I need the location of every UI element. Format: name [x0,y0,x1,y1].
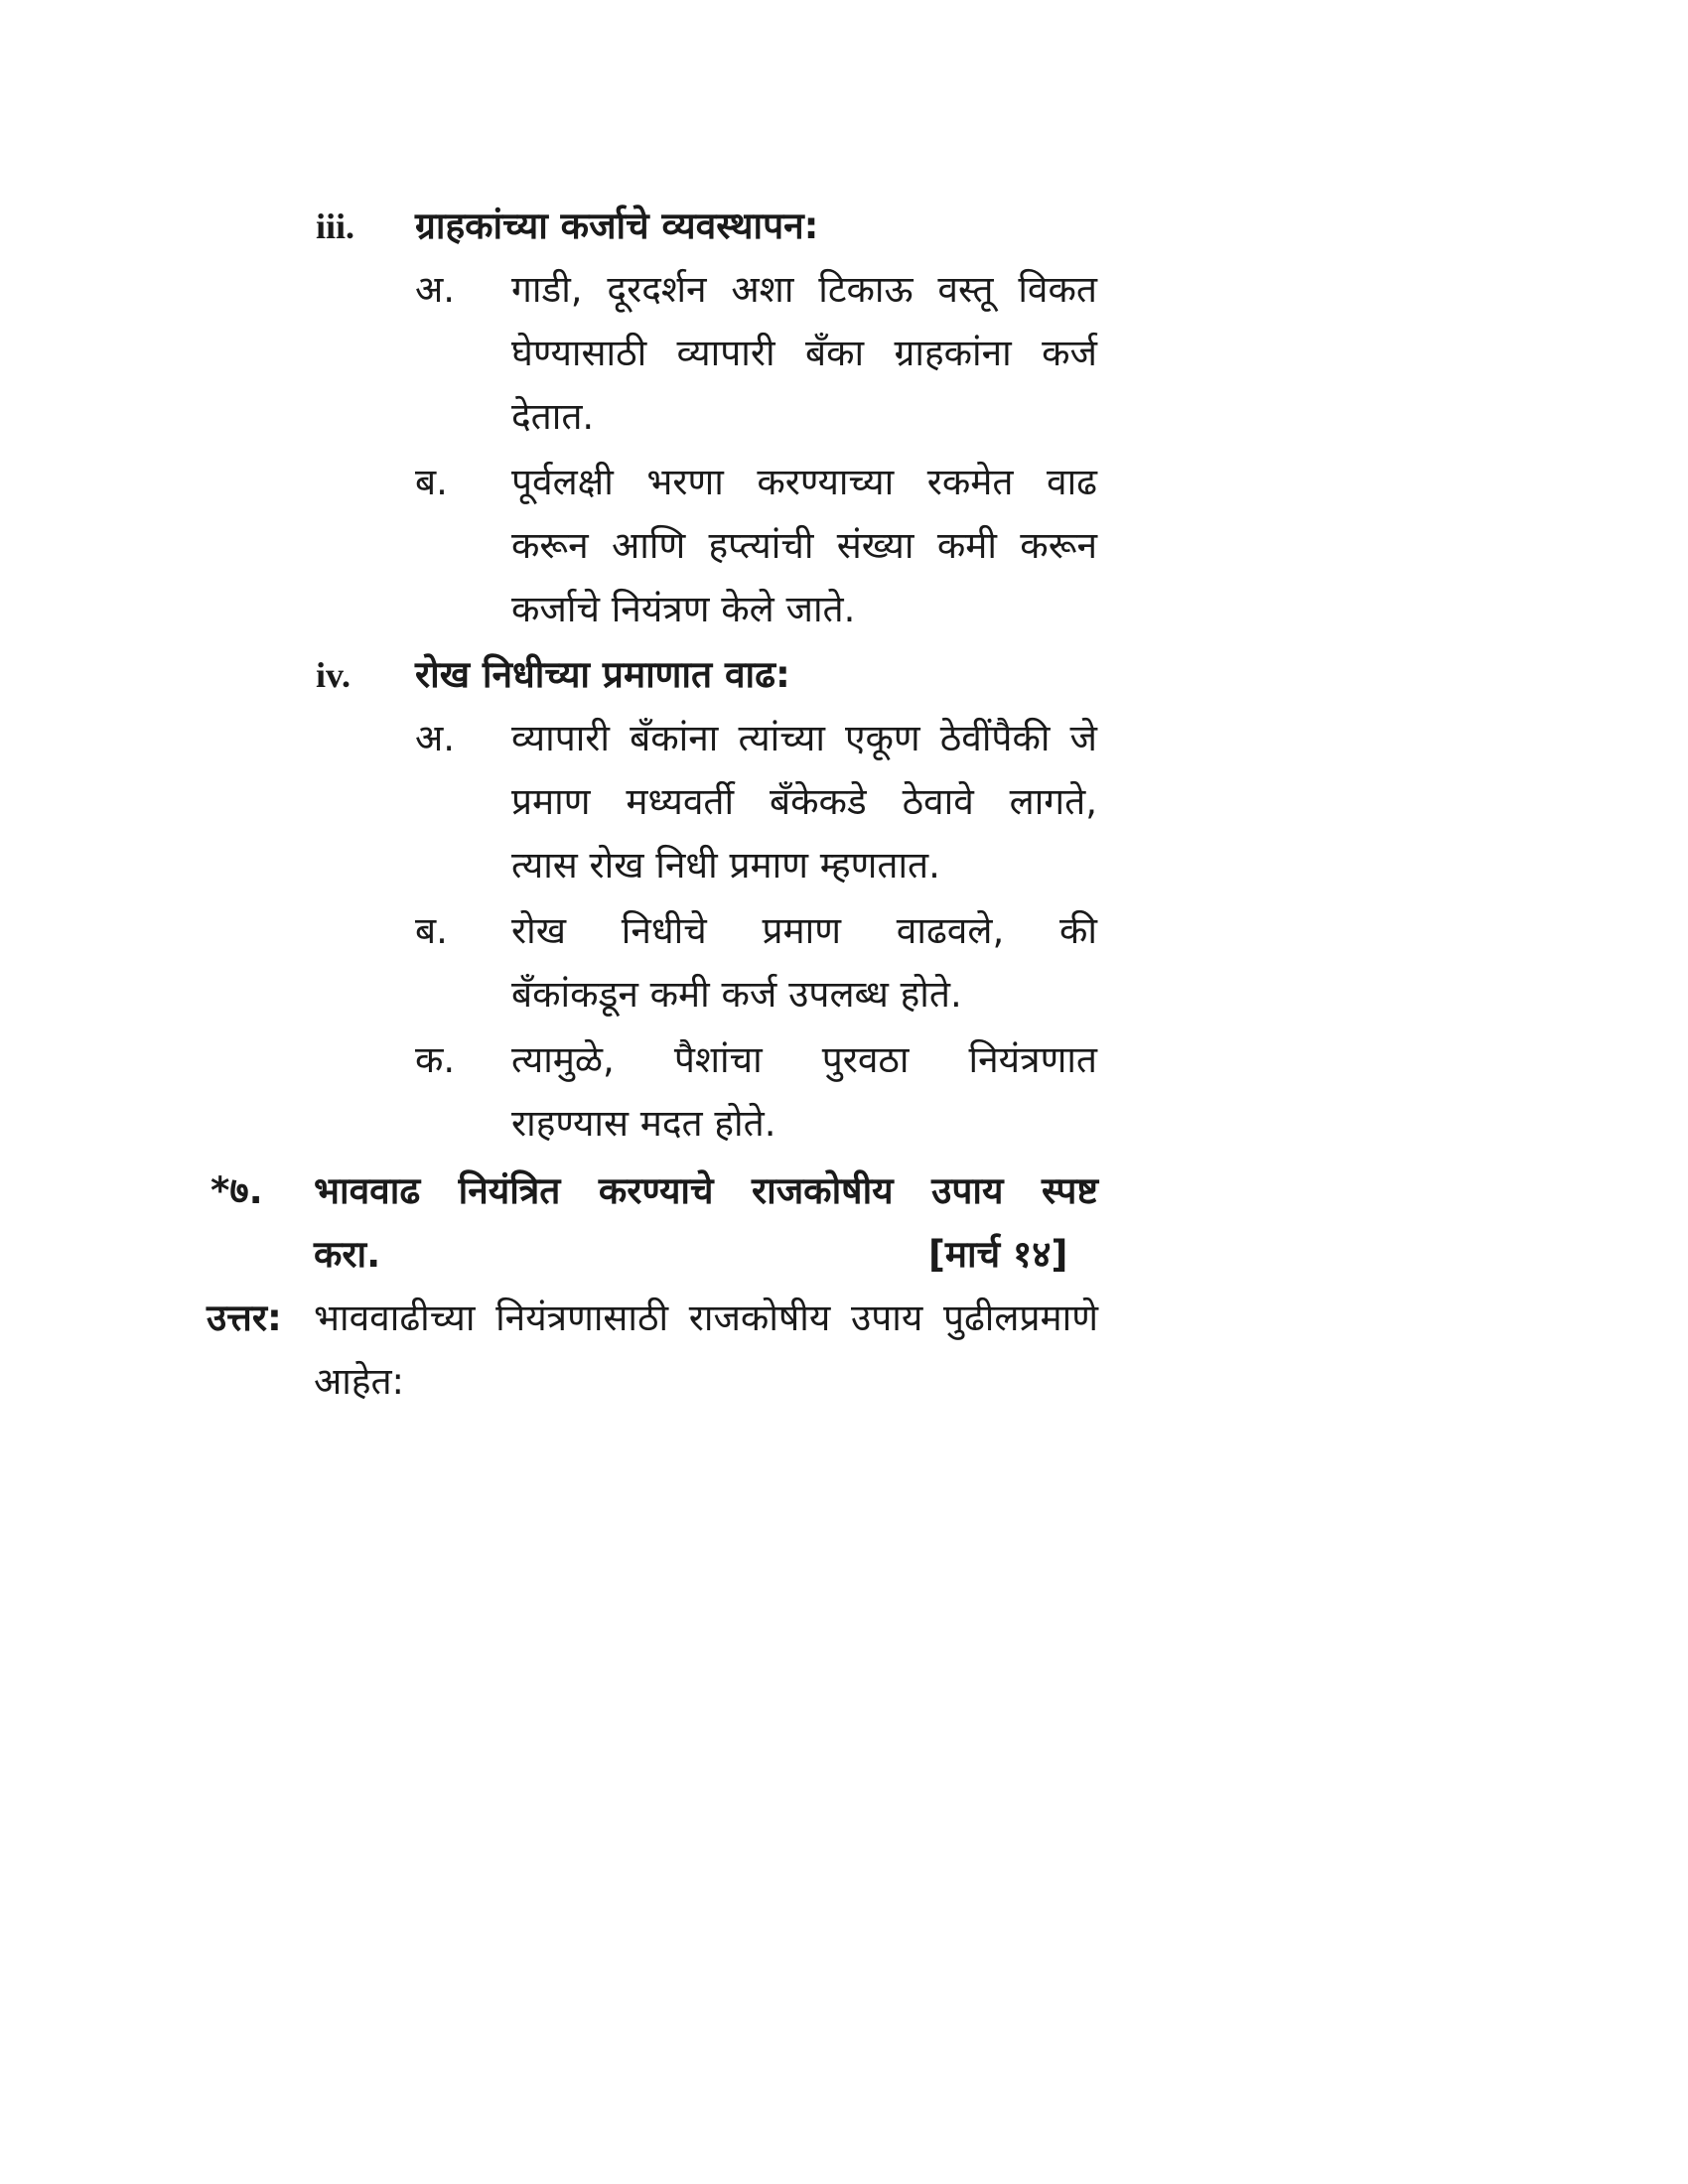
section-iii-item-b-line-2: करून आणि हप्त्यांची संख्या कमी करून [511,524,1097,567]
section-iv-item-b-marker: ब. [415,909,448,952]
section-iv-item-a-marker: अ. [415,717,456,759]
section-iv-item-c-marker: क. [415,1038,456,1081]
section-iv-item-b-line-2: बँकांकडून कमी कर्ज उपलब्ध होते. [511,973,962,1016]
section-iv-heading: रोख निधीच्या प्रमाणात वाढ: [415,653,790,696]
section-iv-item-c-line-1: त्यामुळे, पैशांचा पुरवठा नियंत्रणात [511,1038,1097,1081]
answer-line-1: भाववाढीच्या नियंत्रणासाठी राजकोषीय उपाय पुढीलप्रमाणे [314,1297,1098,1339]
section-iii-item-a-marker: अ. [415,268,456,311]
section-iii-item-a-line-1: गाडी, दूरदर्शन अशा टिकाऊ वस्तू विकत [511,268,1097,311]
section-iv-item-a-line-3: त्यास रोख निधी प्रमाण म्हणतात. [511,844,940,887]
section-iv-item-c-line-2: राहण्यास मदत होते. [511,1102,776,1145]
question-reference: [मार्च १४] [928,1233,1068,1276]
answer-line-2: आहेत: [314,1360,405,1403]
section-iv-item-b-line-1: रोख निधीचे प्रमाण वाढवले, की [511,909,1097,952]
section-iii-item-b-line-3: कर्जाचे नियंत्रण केले जाते. [511,588,856,630]
section-iii-item-b-marker: ब. [415,461,448,503]
section-iv-item-a-line-1: व्यापारी बँकांना त्यांच्या एकूण ठेवींपैकी जे [511,717,1097,759]
section-iv-marker: iv. [316,655,352,695]
section-iv-item-a-line-2: प्रमाण मध्यवर्ती बँकेकडे ठेवावे लागते, [511,780,1097,823]
section-iii-item-b-line-1: पूर्वलक्षी भरणा करण्याच्या रकमेत वाढ [511,461,1097,503]
section-iii-heading: ग्राहकांच्या कर्जाचे व्यवस्थापन: [415,205,819,247]
answer-label: उत्तर: [207,1297,282,1339]
section-iii-item-a-line-2: घेण्यासाठी व्यापारी बँका ग्राहकांना कर्ज [511,332,1097,374]
section-iii-item-a-line-3: देतात. [511,395,595,438]
question-line-2: करा. [314,1233,381,1276]
section-iii-marker: iii. [316,206,355,246]
question-marker: *७. [211,1169,263,1212]
question-line-1: भाववाढ नियंत्रित करण्याचे राजकोषीय उपाय स्पष्ट [314,1169,1098,1212]
